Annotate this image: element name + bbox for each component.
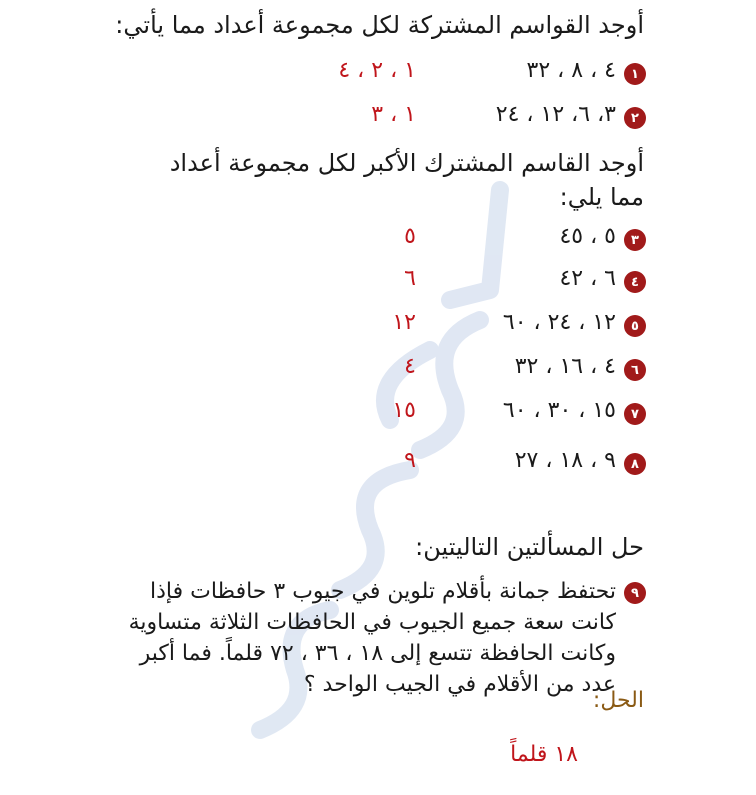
list-item: [0, 396, 756, 432]
solution-label: الحل:: [592, 688, 644, 713]
list-item: [0, 352, 756, 388]
item-answer: ٤: [404, 354, 416, 379]
list-item: [0, 56, 756, 92]
item-question: ٥ ، ٤٥: [559, 224, 616, 249]
problem-number-badge: ٩: [624, 582, 646, 604]
item-answer: ١٢: [392, 310, 416, 335]
item-question: ١٥ ، ٣٠ ، ٦٠: [502, 398, 616, 423]
solution-answer: ١٨ قلماً: [510, 742, 578, 767]
item-number-badge: ٣: [624, 229, 646, 251]
item-question: ٣، ٦، ١٢ ، ٢٤: [495, 102, 616, 127]
item-number-badge: ٧: [624, 403, 646, 425]
section3-title: حل المسألتين التاليتين:: [415, 533, 644, 561]
section1-title: أوجد القواسم المشتركة لكل مجموعة أعداد مما يأتي:: [115, 11, 644, 39]
item-number-badge: ٢: [624, 107, 646, 129]
item-number-badge: ٤: [624, 271, 646, 293]
item-number-badge: ٥: [624, 315, 646, 337]
item-number-badge: ١: [624, 63, 646, 85]
item-answer: ١ ، ٣: [371, 102, 416, 127]
problem-text: تحتفظ جمانة بأقلام تلوين في جيوب ٣ حافظات فإذا كانت سعة جميع الجيوب في الحافظات الثلاثة متساوية وكانت الحافظة تتسع إلى ١٨ ، ٣٦ ، ٧٢ قلماً. فما أكبر عدد من الأقلام في الجيب الواحد ؟: [128, 579, 616, 697]
item-answer: ١ ، ٢ ، ٤: [338, 58, 416, 83]
list-item: [0, 222, 756, 258]
section2-title: أوجد القاسم المشترك الأكبر لكل مجموعة أعداد مما يلي:: [169, 149, 644, 211]
item-answer: ٦: [404, 266, 416, 291]
list-item: [0, 446, 756, 482]
item-answer: ٥: [404, 224, 416, 249]
list-item: [0, 308, 756, 344]
list-item: [0, 264, 756, 300]
list-item: [0, 100, 756, 136]
item-number-badge: ٦: [624, 359, 646, 381]
item-answer: ١٥: [392, 398, 416, 423]
item-question: ٤ ، ٨ ، ٣٢: [526, 58, 616, 83]
item-answer: ٩: [404, 448, 416, 473]
item-question: ٤ ، ١٦ ، ٣٢: [514, 354, 616, 379]
item-number-badge: ٨: [624, 453, 646, 475]
item-question: ٦ ، ٤٢: [559, 266, 616, 291]
item-question: ٩ ، ١٨ ، ٢٧: [514, 448, 616, 473]
item-question: ١٢ ، ٢٤ ، ٦٠: [502, 310, 616, 335]
